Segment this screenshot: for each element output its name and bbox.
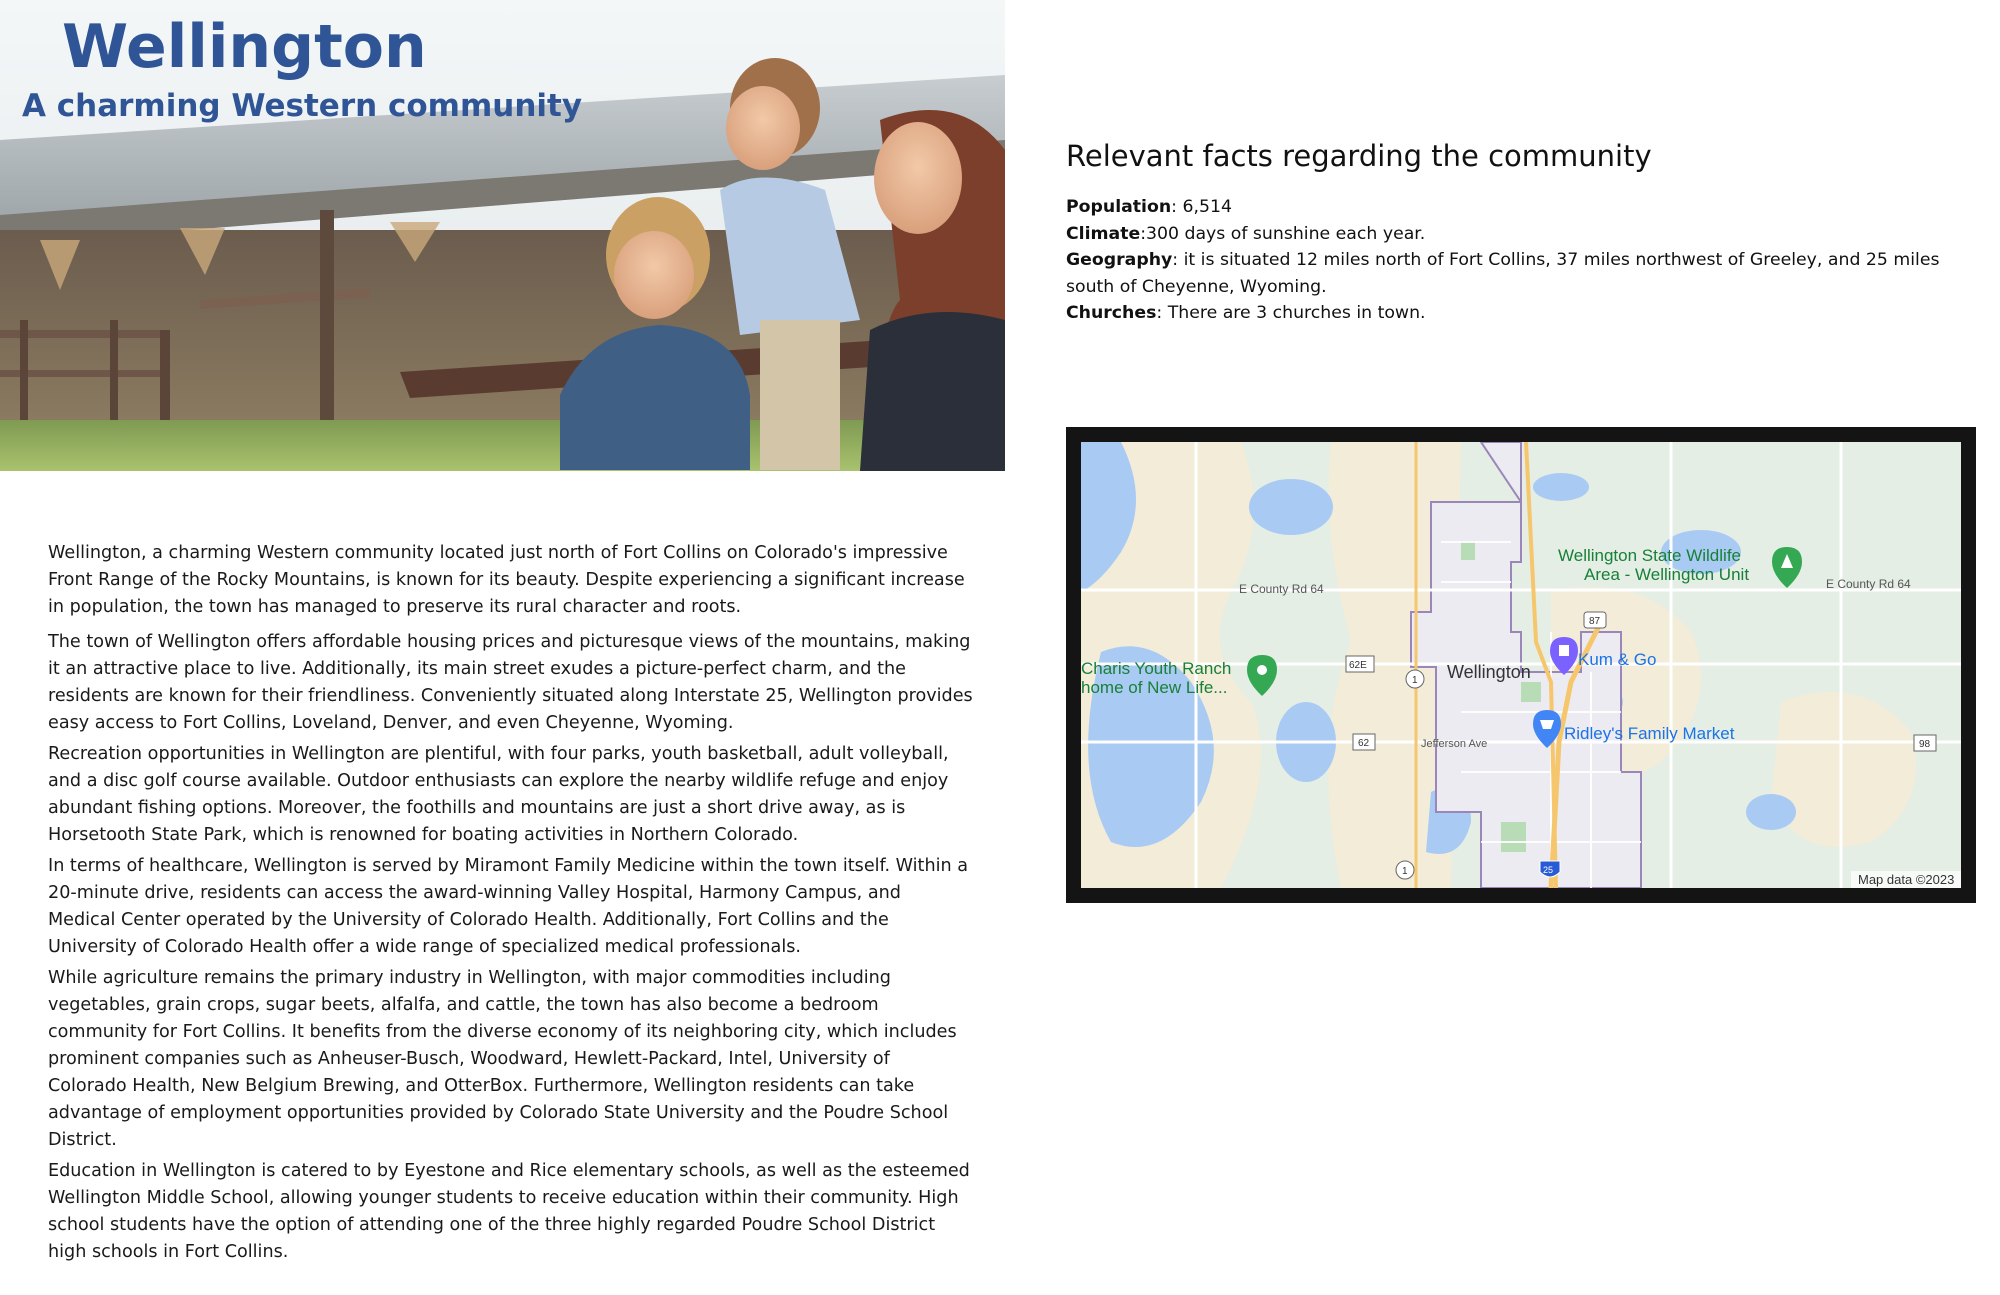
lake-north xyxy=(1249,479,1333,535)
hero-banner xyxy=(0,0,1005,471)
town-map[interactable] xyxy=(1081,442,1961,888)
shield-98 xyxy=(1914,735,1936,751)
page-title: Wellington xyxy=(62,12,427,82)
shield-62e xyxy=(1346,656,1374,672)
fact-geography: Geography: it is situated 12 miles north of Fort Collins, 37 miles northwest of Greeley, and 25 miles south of Cheyenne, Wyoming. xyxy=(1066,250,1940,297)
pond-north-east xyxy=(1533,473,1589,501)
fact-population: Population: 6,514 xyxy=(1066,197,1232,217)
facts-heading: Relevant facts regarding the community xyxy=(1066,139,1652,173)
svg-text:1: 1 xyxy=(1412,675,1418,686)
paragraph-economy: While agriculture remains the primary industry in Wellington, with major commodities including vegetables, grain crops, sugar beets, alfalfa, and cattle, the town has also become a bedroom community for Fort Collins. It benefits from the diverse economy of its neighboring city, which includes prominent companies such as Anheuser-Busch, Woodward, Hewlett-Packard, Intel, University of Colorado Health, New Belgium Brewing, and OtterBox. Furthermore, Wellington residents can take advantage of employment opportunities provided by Colorado State University and the Poudre School District. xyxy=(48,968,957,1150)
road-label-64-west: E County Rd 64 xyxy=(1239,582,1324,596)
svg-text:62: 62 xyxy=(1358,738,1370,749)
paragraph-recreation: Recreation opportunities in Wellington are plentiful, with four parks, youth basketball, adult volleyball, and a disc golf course available. Outdoor enthusiasts can explore the nearby wildlife refuge and enjoy abundant fishing options. Moreover, the foothills and mountains are just a short drive away, as is Horsetooth State Park, which is renowned for boating activities in Northern Colorado. xyxy=(48,744,949,845)
wildlife-area-label-2[interactable]: Area - Wellington Unit xyxy=(1584,565,1750,584)
shield-62 xyxy=(1353,734,1375,750)
fact-label: Population xyxy=(1066,197,1172,217)
ridleys-label[interactable]: Ridley's Family Market xyxy=(1564,724,1735,743)
paragraph-healthcare: In terms of healthcare, Wellington is served by Miramont Family Medicine within the town itself. Within a 20-minute drive, residents can access the award-winning Valley Hospital, Harmony Campus, and Medical Center operated by the University of Colorado Health. Additionally, Fort Collins and the University of Colorado Health offer a wide range of specialized medical professionals. xyxy=(48,856,969,957)
svg-text:25: 25 xyxy=(1543,865,1554,875)
svg-text:87: 87 xyxy=(1589,616,1601,627)
shield-1-south xyxy=(1396,861,1414,879)
community-description xyxy=(48,540,973,1270)
kum-go-label[interactable]: Kum & Go xyxy=(1578,650,1657,669)
fact-value: 300 days of sunshine each year. xyxy=(1146,223,1426,244)
fact-label: Churches xyxy=(1066,303,1157,323)
ranch-label-1[interactable]: Charis Youth Ranch xyxy=(1081,659,1232,678)
shield-25 xyxy=(1540,861,1560,877)
page-subtitle: A charming Western community xyxy=(22,88,583,124)
town-label[interactable]: Wellington xyxy=(1447,662,1531,682)
paragraph-housing: The town of Wellington offers affordable housing prices and picturesque views of the mountains, making it an attractive place to live. Additionally, its main street exudes a picture-perfect charm, and the residents are known for their friendliness. Conveniently situated along Interstate 25, Wellington provides easy access to Fort Collins, Loveland, Denver, and even Cheyenne, Wyoming. xyxy=(48,632,973,733)
svg-text:1: 1 xyxy=(1402,866,1408,877)
ranch-label-2[interactable]: home of New Life... xyxy=(1081,678,1228,697)
wildlife-area-label-1[interactable]: Wellington State Wildlife xyxy=(1558,546,1741,565)
road-label-64-east: E County Rd 64 xyxy=(1826,577,1911,591)
park-south xyxy=(1501,822,1526,852)
paragraph-education: Education in Wellington is catered to by Eyestone and Rice elementary schools, as well as the esteemed Wellington Middle School, allowing younger students to receive education within their community. High school students have the option of attending one of the three highly regarded Poudre School District high schools in Fort Collins. xyxy=(48,1161,970,1262)
fact-value: 6,514 xyxy=(1182,197,1232,217)
facts-list xyxy=(1066,194,1966,327)
fact-value: it is situated 12 miles north of Fort Collins, 37 miles northwest of Greeley, and 25 miles south of Cheyenne, Wyoming. xyxy=(1066,250,1940,297)
map-frame xyxy=(1066,427,1976,903)
shield-1-north xyxy=(1406,670,1424,688)
jefferson-label: Jefferson Ave xyxy=(1421,738,1488,750)
park-north xyxy=(1461,542,1475,560)
fact-value: There are 3 churches in town. xyxy=(1167,303,1426,323)
svg-text:98: 98 xyxy=(1919,739,1931,750)
fact-climate: Climate:300 days of sunshine each year. xyxy=(1066,223,1426,244)
park-central xyxy=(1521,682,1541,702)
fact-label: Climate xyxy=(1066,223,1141,244)
map-attribution: Map data ©2023 xyxy=(1858,872,1955,887)
svg-text:62E: 62E xyxy=(1349,660,1367,671)
shield-87 xyxy=(1584,612,1606,628)
pond-southeast xyxy=(1746,794,1796,830)
fact-label: Geography xyxy=(1066,250,1173,270)
paragraph-intro: Wellington, a charming Western community located just north of Fort Collins on Colorado's impressive Front Range of the Rocky Mountains, is known for its beauty. Despite experiencing a significant increase in population, the town has managed to preserve its rural character and roots. xyxy=(48,543,965,617)
fact-churches: Churches: There are 3 churches in town. xyxy=(1066,303,1426,323)
